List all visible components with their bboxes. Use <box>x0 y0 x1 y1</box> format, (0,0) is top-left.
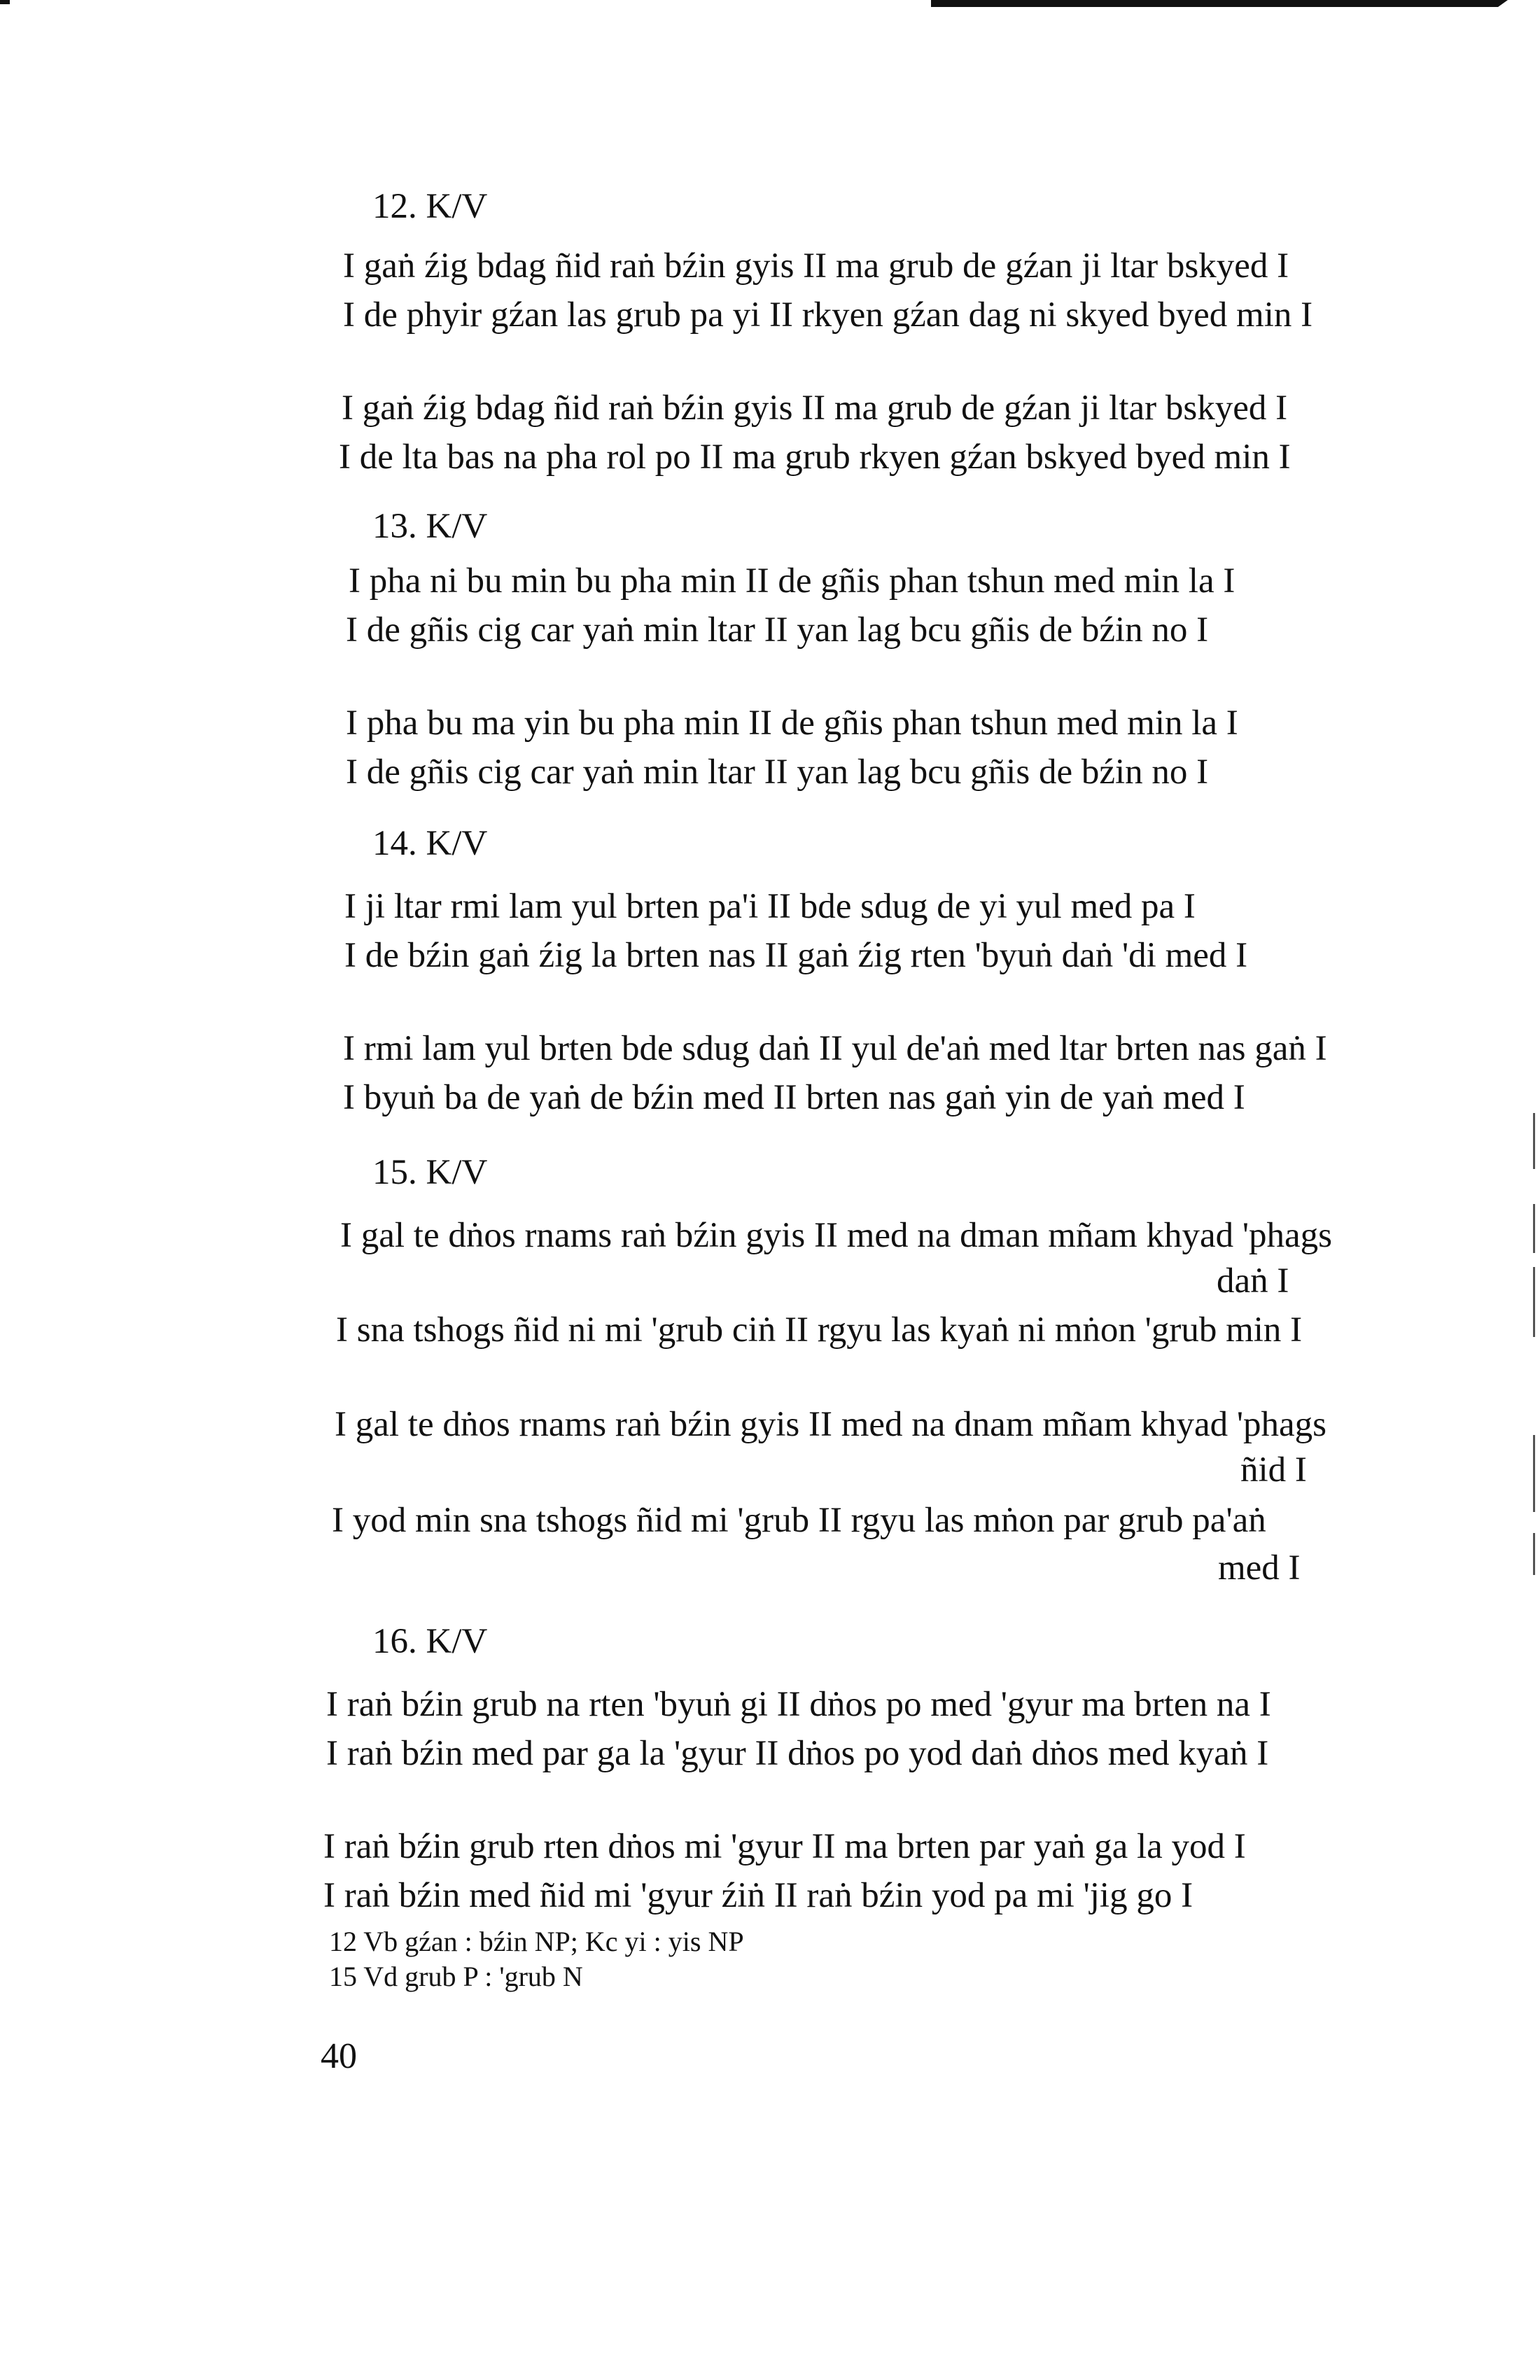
verse-line: I raṅ bźin grub rten dṅos mi 'gyur II ma brten par yaṅ ga la yod I <box>323 1827 1246 1866</box>
scan-margin-mark <box>1533 1267 1535 1337</box>
verse-line: I raṅ bźin grub na rten 'byuṅ gi II dṅos po med 'gyur ma brten na I <box>326 1685 1271 1724</box>
verse-line: I pha ni bu min bu pha min II de gñis phan tshun med min la I <box>349 561 1236 601</box>
top-edge-rule <box>931 0 1498 7</box>
scan-margin-mark <box>1533 1113 1535 1169</box>
scan-edge-mark <box>0 0 10 4</box>
verse-line: I pha bu ma yin bu pha min II de gñis phan tshun med min la I <box>346 704 1238 743</box>
verse-line: I rmi lam yul brten bde sdug daṅ II yul de'aṅ med ltar brten nas gaṅ I <box>343 1029 1327 1068</box>
verse-line-continuation: ñid I <box>1240 1450 1307 1490</box>
verse-line: I de gñis cig car yaṅ min ltar II yan lag bcu gñis de bźin no I <box>346 752 1209 792</box>
verse-line: I de gñis cig car yaṅ min ltar II yan lag bcu gñis de bźin no I <box>346 610 1209 650</box>
page-number: 40 <box>321 2036 357 2076</box>
verse-line: I yod min sna tshogs ñid mi 'grub II rgyu las mṅon par grub pa'aṅ <box>332 1501 1266 1540</box>
verse-line: I byuṅ ba de yaṅ de bźin med II brten nas gaṅ yin de yaṅ med I <box>343 1078 1245 1117</box>
verse-line-continuation: med I <box>1218 1548 1301 1588</box>
footnote: 12 Vb gźan : bźin NP; Kc yi : yis NP <box>329 1926 744 1957</box>
stanza-heading: 16. K/V <box>372 1622 488 1661</box>
stanza-heading: 13. K/V <box>372 507 488 546</box>
verse-line: I gal te dṅos rnams raṅ bźin gyis II med na dman mñam khyad 'phags <box>340 1216 1333 1255</box>
verse-line: I gal te dṅos rnams raṅ bźin gyis II med na dnam mñam khyad 'phags <box>335 1405 1327 1444</box>
verse-line: I de phyir gźan las grub pa yi II rkyen gźan dag ni skyed byed min I <box>343 295 1313 335</box>
verse-line: I ji ltar rmi lam yul brten pa'i II bde sdug de yi yul med pa I <box>344 887 1196 926</box>
verse-line: I raṅ bźin med par ga la 'gyur II dṅos po yod daṅ dṅos med kyaṅ I <box>326 1734 1269 1773</box>
stanza-heading: 14. K/V <box>372 824 488 863</box>
verse-line: I gaṅ źig bdag ñid raṅ bźin gyis II ma grub de gźan ji ltar bskyed I <box>343 246 1289 286</box>
stanza-heading: 12. K/V <box>372 187 488 226</box>
scan-margin-mark <box>1533 1435 1535 1512</box>
verse-line-continuation: daṅ I <box>1217 1261 1289 1301</box>
scan-margin-mark <box>1533 1533 1535 1575</box>
verse-line: I de bźin gaṅ źig la brten nas II gaṅ źig rten 'byuṅ daṅ 'di med I <box>344 936 1248 975</box>
verse-line: I raṅ bźin med ñid mi 'gyur źiṅ II raṅ bźin yod pa mi 'jig go I <box>323 1876 1194 1915</box>
verse-line: I sna tshogs ñid ni mi 'grub ciṅ II rgyu las kyaṅ ni mṅon 'grub min I <box>336 1310 1303 1350</box>
stanza-heading: 15. K/V <box>372 1153 488 1192</box>
footnote: 15 Vd grub P : 'grub N <box>329 1961 583 1992</box>
verse-line: I gaṅ źig bdag ñid raṅ bźin gyis II ma grub de gźan ji ltar bskyed I <box>342 388 1288 428</box>
scan-margin-mark <box>1533 1204 1535 1253</box>
verse-line: I de lta bas na pha rol po II ma grub rkyen gźan bskyed byed min I <box>339 438 1291 477</box>
